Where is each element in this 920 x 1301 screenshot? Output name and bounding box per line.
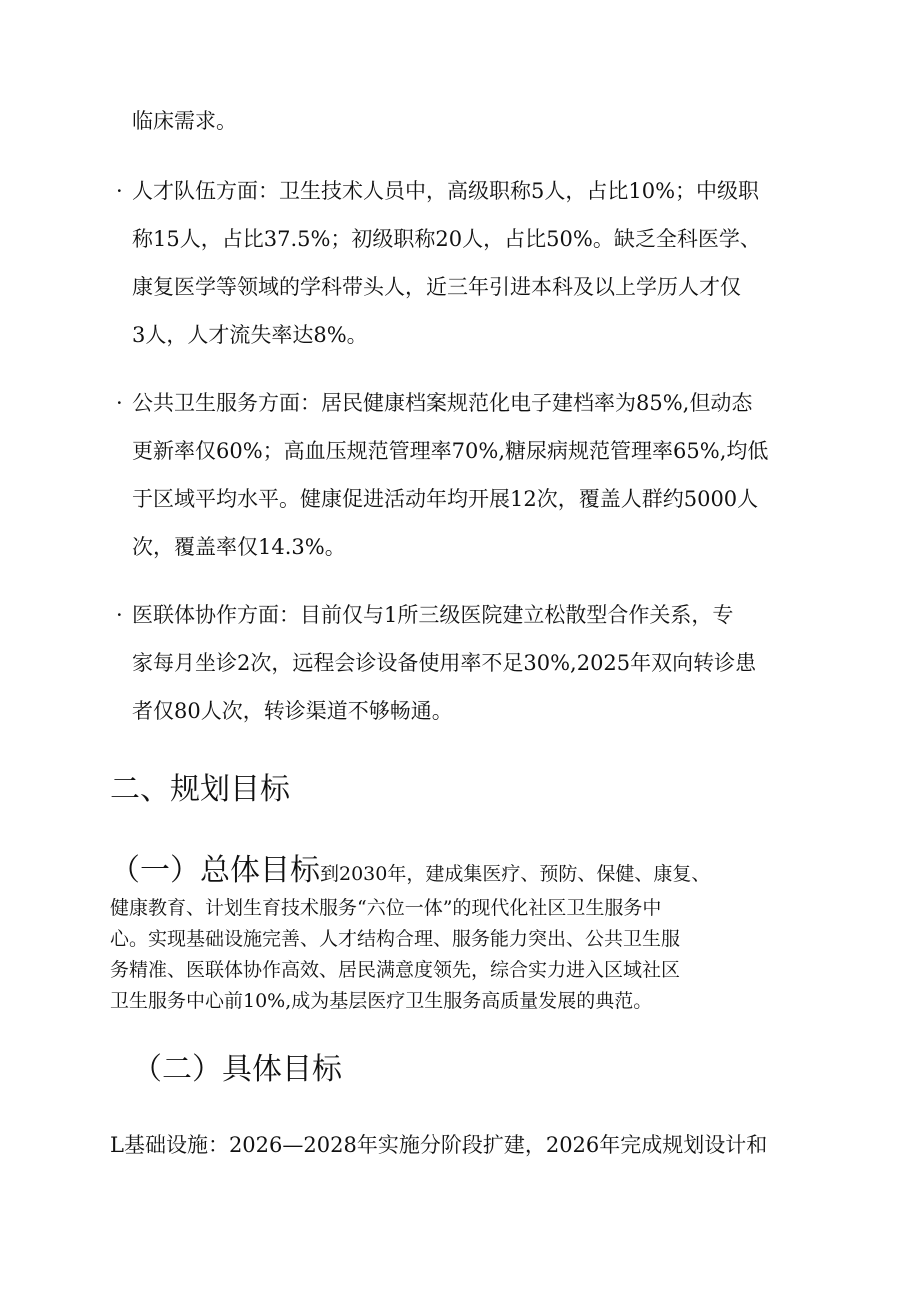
overall-goal-line-4: 务精准、医联体协作高效、居民满意度领先，综合实力进入区域社区 [110, 959, 681, 981]
talent-line-3: 康复医学等领域的学科带头人，近三年引进本科及以上学历人才仅 [132, 275, 741, 299]
overall-goal-line-1 [110, 853, 711, 888]
alliance-line-3: 者仅80人次，转诊渠道不够畅通。 [132, 699, 453, 723]
talent-line-2: 称15人，占比37.5%；初级职称20人，占比50%。缺乏全科医学、 [132, 227, 761, 251]
talent-line-4: 3人，人才流失率达8%。 [132, 323, 368, 347]
public-health-line-2: 更新率仅60%；高血压规范管理率70%,糖尿病规范管理率65%,均低 [132, 439, 769, 463]
continuation-line: 临床需求。 [132, 109, 237, 133]
talent-line-1: 人才队伍方面：卫生技术人员中，高级职称5人，占比10%；中级职 [132, 179, 760, 203]
bullet-dot: · [116, 391, 123, 415]
bullet-dot: · [116, 179, 123, 203]
alliance-line-1: 医联体协作方面：目前仅与1所三级医院建立松散型合作关系，专 [132, 603, 734, 627]
overall-goal-line-3: 心。实现基础设施完善、人才结构合理、服务能力突出、公共卫生服 [110, 928, 681, 950]
overall-goal-line-1-text: 到2030年，建成集医疗、预防、保健、康复、 [320, 863, 711, 885]
section-heading: 二、规划目标 [110, 772, 290, 807]
overall-goal-heading: （一）总体目标 [110, 853, 320, 888]
alliance-line-2: 家每月坐诊2次，远程会诊设备使用率不足30%,2025年双向转诊患 [132, 651, 757, 675]
public-health-line-4: 次，覆盖率仅14.3%。 [132, 535, 346, 559]
specific-goal-heading: （二）具体目标 [132, 1052, 342, 1087]
infrastructure-line-1: L基础设施：2026—2028年实施分阶段扩建，2026年完成规划设计和 [110, 1133, 768, 1157]
bullet-dot: · [116, 603, 123, 627]
overall-goal-line-5: 卫生服务中心前10%,成为基层医疗卫生服务高质量发展的典范。 [110, 990, 653, 1012]
public-health-line-1: 公共卫生服务方面：居民健康档案规范化电子建档率为85%,但动态 [132, 391, 753, 415]
public-health-line-3: 于区域平均水平。健康促进活动年均开展12次，覆盖人群约5000人 [132, 487, 759, 511]
overall-goal-line-2: 健康教育、计划生育技术服务“六位一体”的现代化社区卫生服务中 [110, 897, 662, 919]
